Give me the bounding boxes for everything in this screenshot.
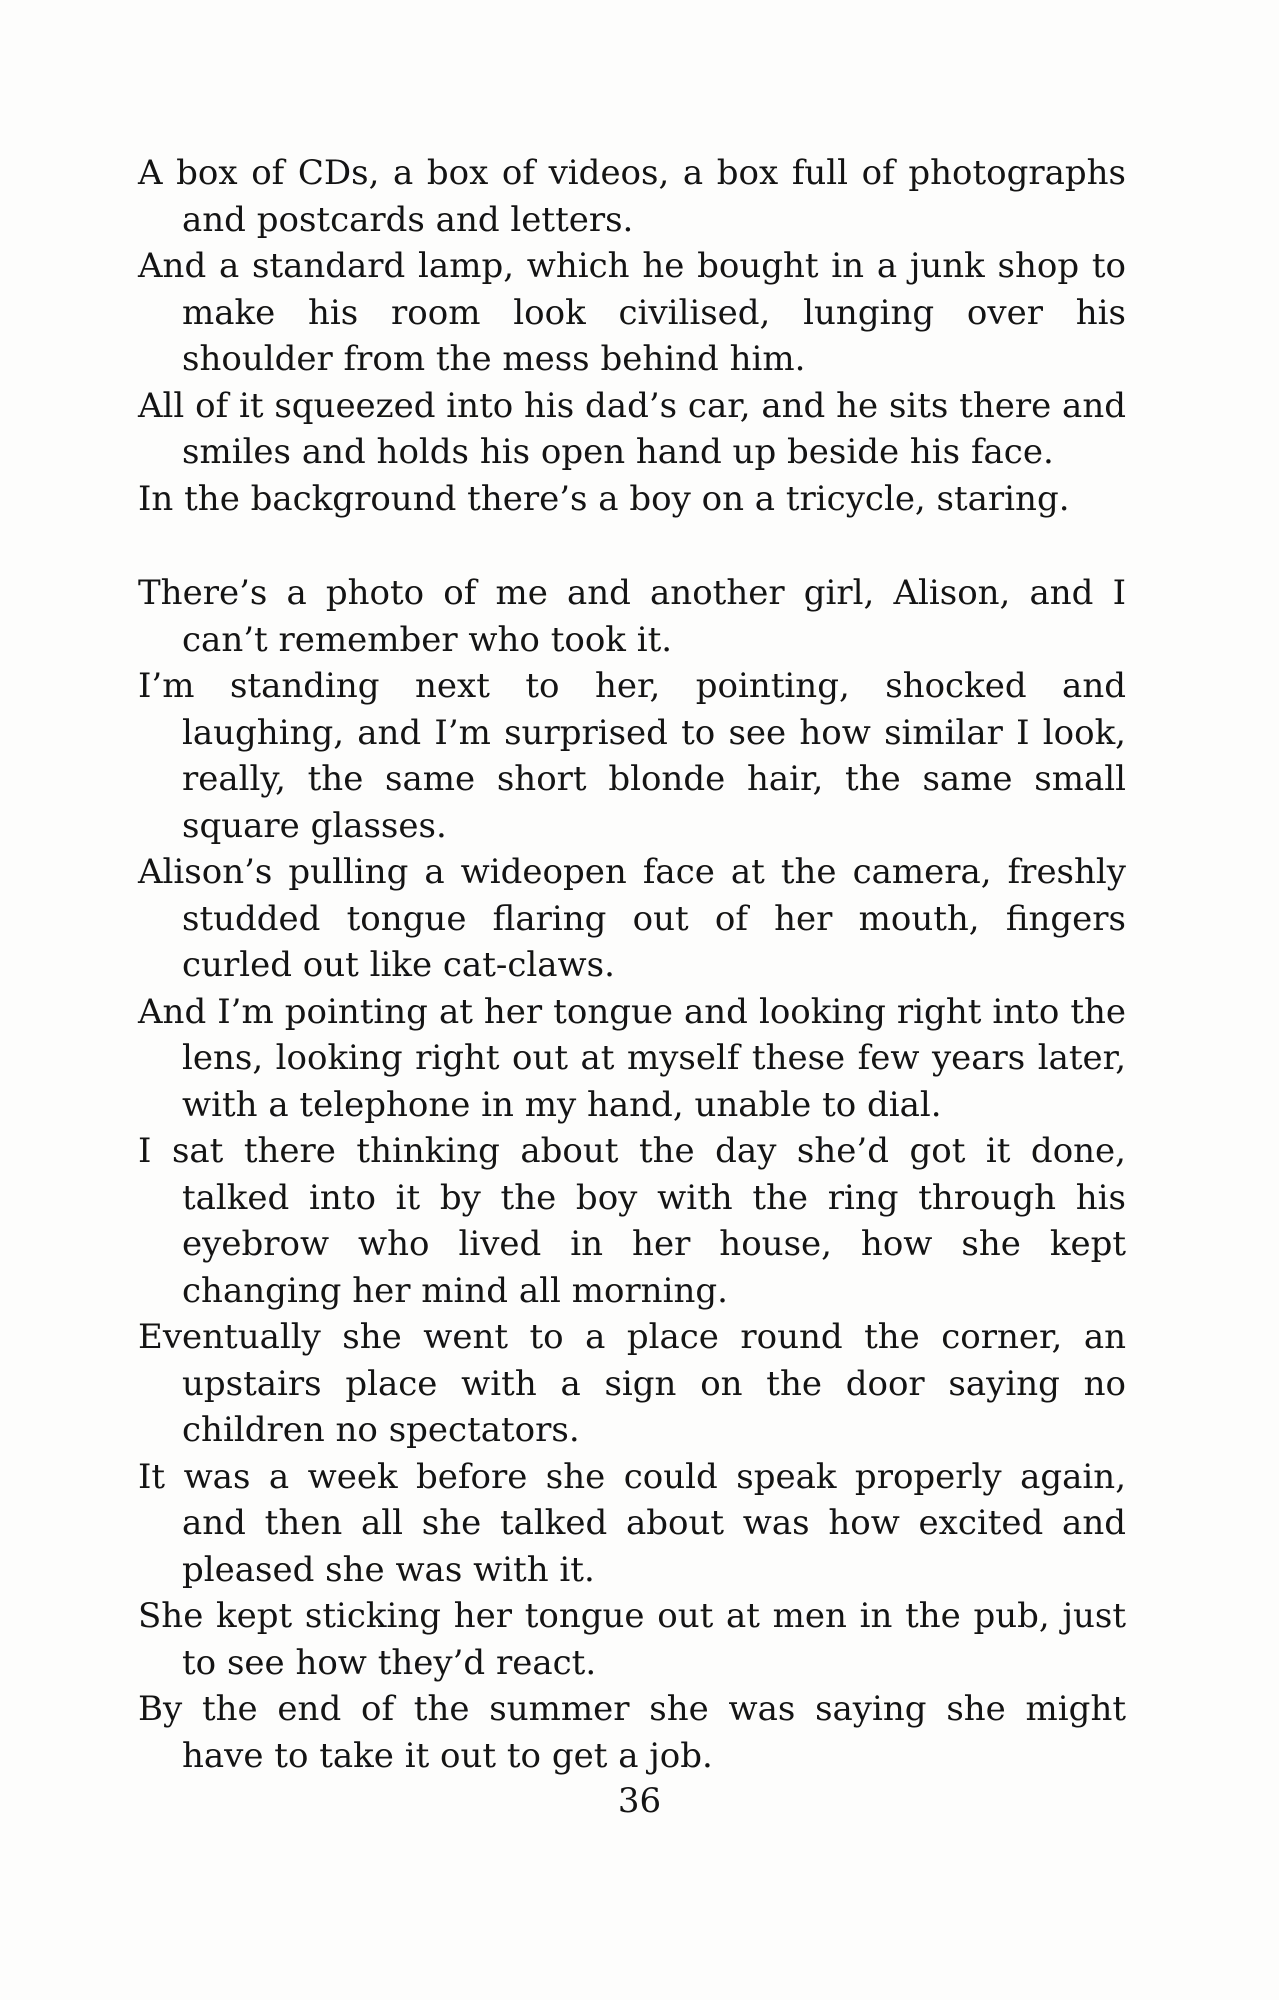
paragraph: By the end of the summer she was saying she might have to take it out to get a job. [138,1689,1126,1776]
paragraph: Eventually she went to a place round the corner, an upstairs place with a sign on the door saying no children no spectators. [138,1317,1126,1450]
paragraph: And I’m pointing at her tongue and looking right into the lens, looking right out at myself these few years later, with a telephone in my hand, unable to dial. [138,991,1126,1125]
paragraph: I’m standing next to her, pointing, shocked and laughing, and I’m surprised to see how similar I look, really, the same short blonde hair, the same small square glasses. [138,666,1126,846]
paragraph: In the background there’s a boy on a tricycle, staring. [138,478,1070,519]
section-break [138,522,1126,570]
paragraph: And a standard lamp, which he bought in a junk shop to make his room look civilised, lunging over his shoulder from the mess behind him. [138,246,1126,379]
paragraph: There’s a photo of me and another girl, Alison, and I can’t remember who took it. [138,573,1126,660]
paragraph: She kept sticking her tongue out at men in the pub, just to see how they’d react. [138,1596,1126,1683]
paragraph: I sat there thinking about the day she’d got it done, talked into it by the boy with the ring through his eyebrow who lived in her house, how she kept changing her mind all morning. [138,1131,1126,1311]
paragraph: A box of CDs, a box of videos, a box full of photographs and postcards and letters. [138,153,1126,240]
body-text [138,150,1126,1779]
paragraph: It was a week before she could speak properly again, and then all she talked about was how excited and pleased she was with it. [138,1456,1126,1590]
paragraph: Alison’s pulling a wideopen face at the camera, freshly studded tongue flaring out of her mouth, fingers curled out like cat-claws. [138,852,1126,985]
page-number: 36 [617,1781,662,1821]
paragraph: All of it squeezed into his dad’s car, and he sits there and smiles and holds his open hand up beside his face. [138,385,1126,472]
